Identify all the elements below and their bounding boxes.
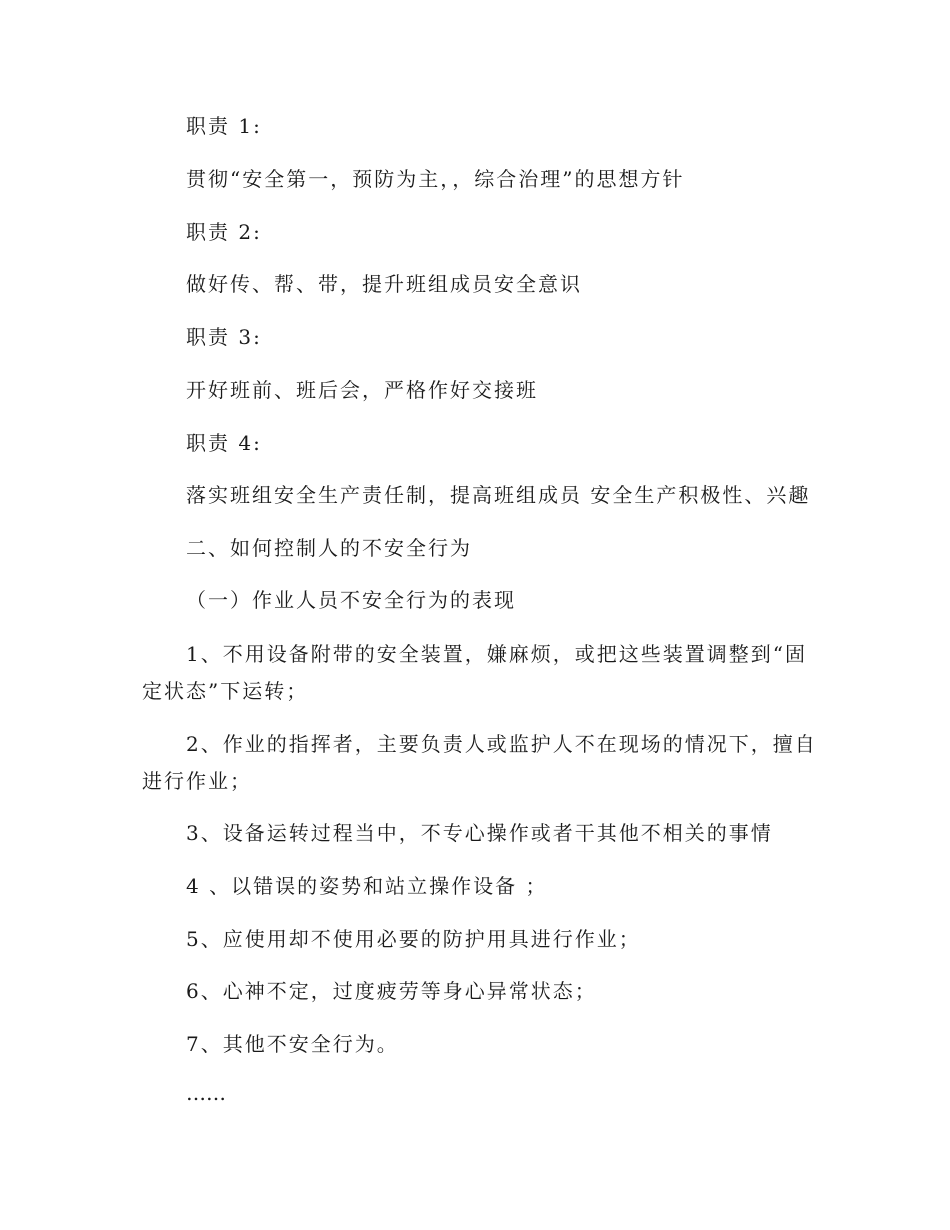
list-item-1-line-2: 定状态”下运转； bbox=[142, 679, 309, 703]
duty-3-heading: 职责 3: bbox=[186, 325, 262, 349]
duty-1-text: 贯彻“安全第一，预防为主，，综合治理”的思想方针 bbox=[186, 167, 685, 191]
list-item-4: 4 、以错误的姿势和站立操作设备 ； bbox=[186, 874, 548, 898]
duty-1-heading: 职责 1: bbox=[186, 114, 262, 138]
subsection-one-heading: （一）作业人员不安全行为的表现 bbox=[186, 588, 516, 612]
list-item-7: 7、其他不安全行为。 bbox=[186, 1032, 399, 1056]
ellipsis: …… bbox=[186, 1081, 226, 1105]
list-item-6: 6、心神不定，过度疲劳等身心异常状态； bbox=[186, 979, 597, 1003]
list-item-2-line-1: 2、作业的指挥者，主要负责人或监护人不在现场的情况下，擅自 bbox=[186, 732, 817, 756]
list-item-2-line-2: 进行作业； bbox=[142, 769, 252, 793]
duty-4-text: 落实班组安全生产责任制，提高班组成员 安全生产积极性、兴趣 bbox=[186, 483, 811, 507]
duty-4-heading: 职责 4: bbox=[186, 431, 262, 455]
list-item-5: 5、应使用却不使用必要的防护用具进行作业； bbox=[186, 927, 641, 951]
list-item-1-line-1: 1、不用设备附带的安全装置，嫌麻烦，或把这些装置调整到“固 bbox=[186, 642, 807, 666]
section-two-heading: 二、如何控制人的不安全行为 bbox=[186, 536, 472, 560]
duty-2-text: 做好传、帮、带，提升班组成员安全意识 bbox=[186, 272, 582, 296]
list-item-3: 3、设备运转过程当中，不专心操作或者干其他不相关的事情 bbox=[186, 821, 773, 845]
duty-2-heading: 职责 2: bbox=[186, 220, 262, 244]
duty-3-text: 开好班前、班后会，严格作好交接班 bbox=[186, 378, 538, 402]
